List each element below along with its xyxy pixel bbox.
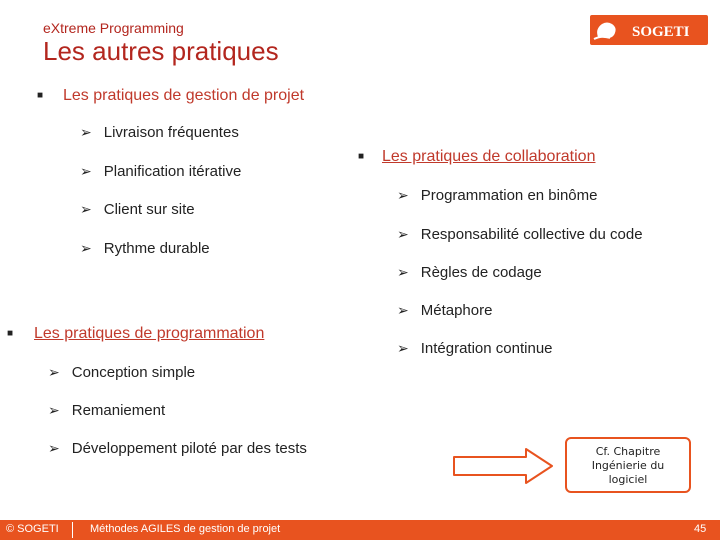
- arrow-bullet-icon: ➢: [397, 340, 409, 356]
- footer-course-title: Méthodes AGILES de gestion de projet: [90, 523, 281, 535]
- footer-divider: [72, 522, 73, 538]
- slide-title: Les autres pratiques: [43, 36, 279, 66]
- arrow-bullet-icon: ➢: [48, 364, 60, 380]
- list-item: ➢ Planification itérative: [80, 163, 242, 180]
- arrow-bullet-icon: ➢: [80, 201, 92, 217]
- list-item: ➢ Client sur site: [80, 201, 195, 218]
- footer-copyright: © SOGETI: [6, 523, 59, 535]
- arrow-bullet-icon: ➢: [48, 440, 60, 456]
- heading-collaboration: Les pratiques de collaboration: [382, 148, 596, 165]
- callout-line: Ingénierie du: [591, 459, 665, 472]
- list-item: ➢ Règles de codage: [397, 264, 542, 281]
- heading-projet: Les pratiques de gestion de projet: [63, 87, 305, 104]
- list-item: ➢ Métaphore: [397, 302, 493, 319]
- list-item: ➢ Conception simple: [48, 364, 196, 381]
- list-item: ➢ Développement piloté par des tests: [48, 440, 307, 457]
- list-item: ➢ Intégration continue: [397, 340, 553, 357]
- footer-bar: [0, 520, 720, 540]
- arrow-bullet-icon: ➢: [80, 163, 92, 179]
- list-item: ➢ Responsabilité collective du code: [397, 226, 643, 243]
- list-item: ➢ Livraison fréquentes: [80, 124, 239, 141]
- section-label: eXtreme Programming: [43, 20, 184, 36]
- arrow-bullet-icon: ➢: [80, 124, 92, 140]
- list-item: ➢ Rythme durable: [80, 240, 210, 257]
- arrow-bullet-icon: ➢: [397, 264, 409, 280]
- right-arrow-icon: [452, 447, 554, 490]
- bullet-square: ■: [7, 328, 14, 339]
- arrow-bullet-icon: ➢: [48, 402, 60, 418]
- bullet-square: ■: [358, 151, 365, 162]
- heading-programmation: Les pratiques de programmation: [34, 325, 265, 342]
- callout-line: logiciel: [608, 473, 648, 486]
- arrow-bullet-icon: ➢: [80, 240, 92, 256]
- list-item: ➢ Remaniement: [48, 402, 166, 419]
- arrow-bullet-icon: ➢: [397, 302, 409, 318]
- sogeti-logo: [590, 15, 708, 45]
- list-item: ➢ Programmation en binôme: [397, 187, 598, 204]
- page-number: 45: [694, 523, 707, 535]
- arrow-bullet-icon: ➢: [397, 187, 409, 203]
- callout-line: Cf. Chapitre: [595, 445, 661, 458]
- logo-text: SOGETI: [632, 24, 690, 40]
- arrow-bullet-icon: ➢: [397, 226, 409, 242]
- bullet-square: ■: [37, 90, 44, 101]
- callout-box: [565, 437, 691, 493]
